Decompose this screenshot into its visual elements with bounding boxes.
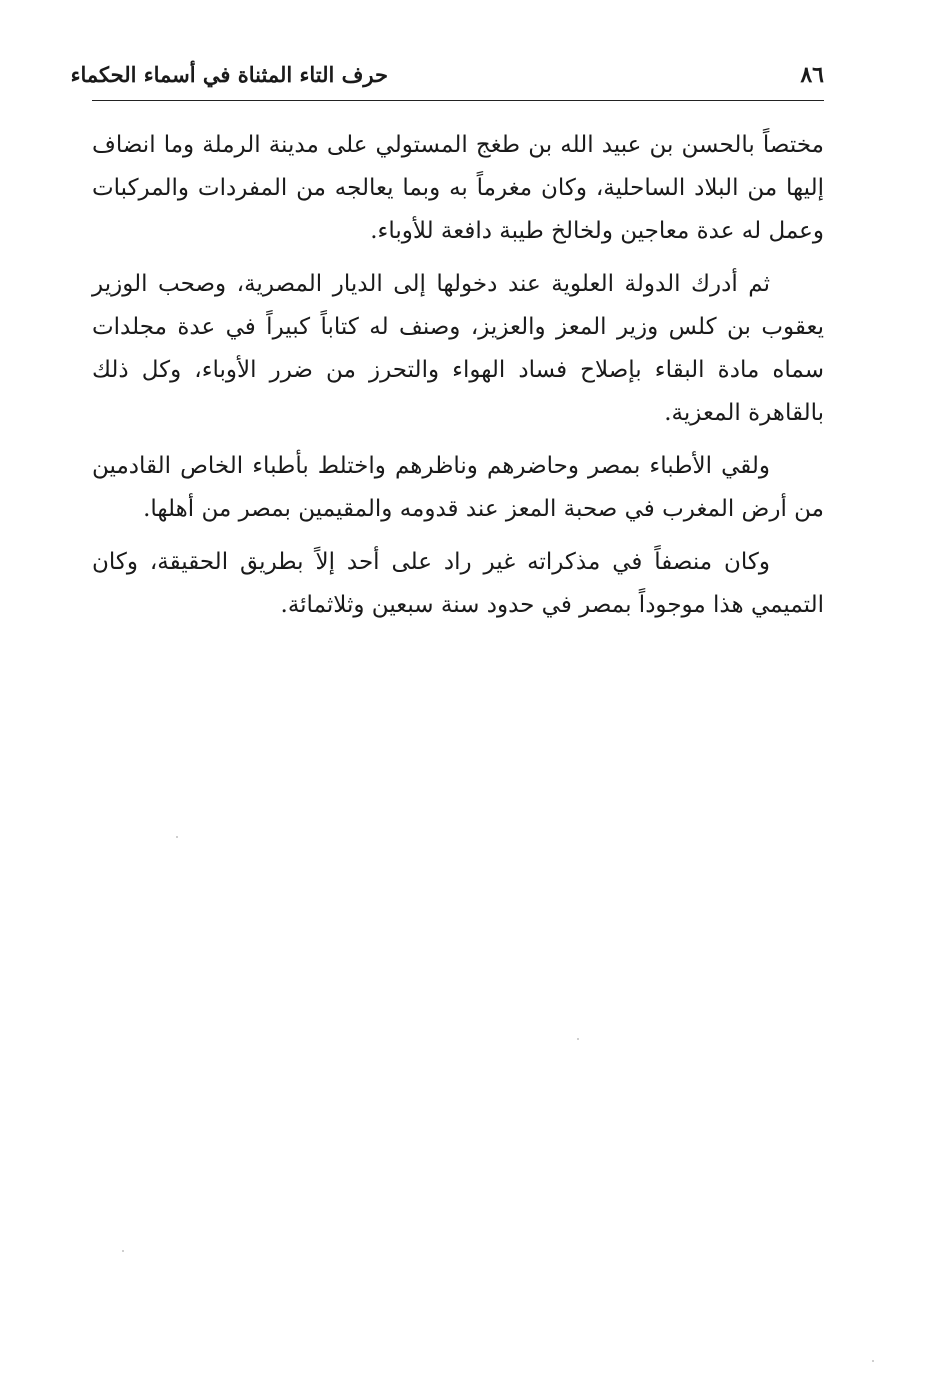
paragraph-2: ثم أدرك الدولة العلوية عند دخولها إلى الديار المصرية، وصحب الوزير يعقوب بن كلس وزير المعز والعزيز، وصنف له كتاباً كبيراً في عدة مجلدات سماه مادة البقاء بإصلاح فساد الهواء والتحرز من ضرر الأوباء، وكل ذلك بالقاهرة المعزية.	[92, 271, 824, 426]
scan-speck	[577, 1038, 579, 1040]
page-number: ٨٦	[800, 62, 824, 88]
paragraph-4: وكان منصفاً في مذكراته غير راد على أحد إلاً بطريق الحقيقة، وكان التميمي هذا موجوداً بمصر في حدود سنة سبعين وثلاثمائة.	[92, 549, 824, 618]
scan-speck	[176, 836, 178, 838]
scan-speck	[122, 1250, 124, 1252]
paragraph-3: ولقي الأطباء بمصر وحاضرهم وناظرهم واختلط بأطباء الخاص القادمين من أرض المغرب في صحبة المعز عند قدومه والمقيمين بمصر من أهلها.	[92, 453, 824, 522]
paragraph-1: مختصاً بالحسن بن عبيد الله بن طغج المستولي على مدينة الرملة وما انضاف إليها من البلاد الساحلية، وكان مغرماً به وبما يعالجه من المفردات والمركبات وعمل له عدة معاجين ولخالخ طيبة دافعة للأوباء.	[92, 132, 824, 244]
header-divider	[92, 100, 824, 101]
running-title: حرف التاء المثناة في أسماء الحكماء	[70, 62, 388, 87]
body-text	[92, 124, 824, 637]
scan-speck	[872, 1360, 874, 1362]
running-head	[70, 58, 824, 98]
